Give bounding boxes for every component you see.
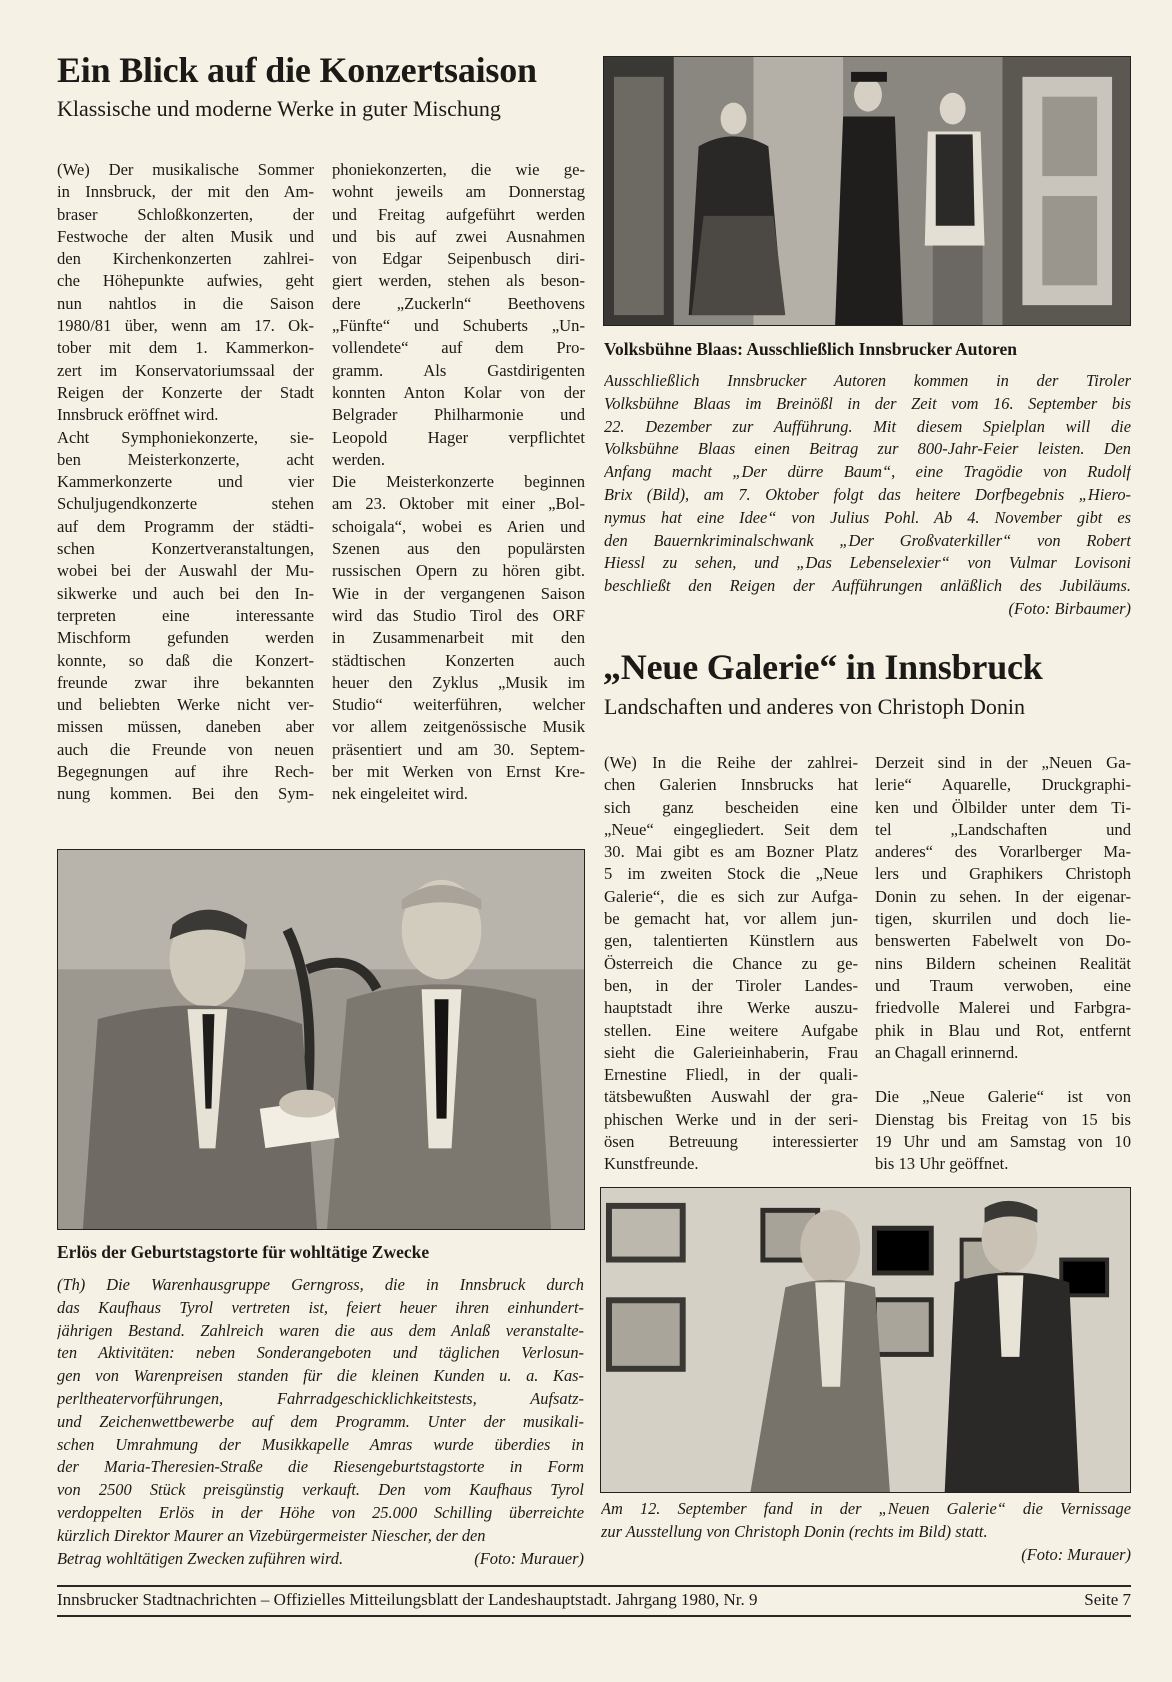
text-line: Ausschließlich Innsbrucker Autoren kommen in der Tiroler xyxy=(604,371,1131,390)
text-line: 22. Dezember zur Aufführung. Mit diesem Spielplan will die xyxy=(604,416,1131,436)
text-line: heuer den Zyklus „Musik im xyxy=(332,672,585,692)
text-line: missen müssen, daneben aber xyxy=(57,717,314,737)
paragraph xyxy=(57,159,314,427)
text-line: che Höhepunkte aufwies, geht xyxy=(57,271,314,291)
text-line: Am 12. September fand in der „Neuen Galerie“ die Vernissage xyxy=(601,1499,1131,1518)
article-headline-neue-galerie: „Neue Galerie“ in Innsbruck xyxy=(603,647,1043,687)
text-line: der Maria-Theresien-Straße die Riesengeburtstagstorte in Form xyxy=(57,1457,584,1477)
text-line: in Innsbruck, der mit den Am- xyxy=(57,182,314,202)
text-line: Innsbruck eröffnet wird. xyxy=(57,405,219,425)
text-line: dere „Zuckerln“ Beethovens xyxy=(332,293,585,313)
article-column-konzert-1 xyxy=(57,159,314,806)
text-line: (Th) Die Warenhausgruppe Gerngross, die in Innsbruck durch xyxy=(57,1275,584,1294)
text-line: Reigen der Konzerte der Stadt xyxy=(57,382,314,402)
text-line: schoigala“, wobei es Arien und xyxy=(332,516,585,536)
text-line: Belgrader Philharmonie und xyxy=(332,405,585,425)
text-line: nymus hat eine Idee“ von Julius Pohl. Ab 4. November gibt es xyxy=(604,507,1131,527)
text-line: und Traum verwoben, eine xyxy=(875,975,1131,995)
text-line: vor allem zeitgenössische Musik xyxy=(332,717,585,737)
text-line: auch die Freunde von neuen xyxy=(57,739,314,759)
text-line: jährigen Bestand. Zahlreich waren die aus dem Anlaß veranstalte- xyxy=(57,1320,584,1340)
text-line: das Kaufhaus Tyrol vertreten ist, feiert heuer ihren einhundert- xyxy=(57,1297,584,1317)
photo-volksbuehne-stage xyxy=(603,56,1131,326)
text-line: wohnt jeweils am Donnerstag xyxy=(332,182,585,202)
footer-publication: Innsbrucker Stadtnachrichten – Offizielles Mitteilungsblatt der Landeshauptstadt. Jahrgang 1980, Nr. 9 xyxy=(57,1590,758,1609)
text-line: und Freitag aufgeführt werden xyxy=(332,204,585,224)
text-line: beschließt den Reigen der Aufführungen anläßlich des Jubiläums. xyxy=(604,576,1131,596)
photo-check-handover xyxy=(57,849,585,1230)
caption-text-vernissage xyxy=(601,1498,1131,1544)
article-subheadline-neue-galerie: Landschaften und anderes von Christoph Donin xyxy=(604,694,1025,719)
text-line: hauptstadt ihre Werke auszu- xyxy=(604,998,858,1018)
text-line: sieht die Galerieinhaberin, Frau xyxy=(604,1042,858,1062)
caption-text-erloes-end: Betrag wohltätigen Zwecken zuführen wird. xyxy=(57,1549,344,1568)
text-line: Donin zu sehen. In der eigenar- xyxy=(875,886,1131,906)
text-line: ösen Betreuung interessierter xyxy=(604,1132,858,1152)
text-line: „Neue“ eingegliedert. Seit dem xyxy=(604,819,858,839)
text-line: ber mit Werken von Ernst Kre- xyxy=(332,762,585,782)
text-line: Dienstag bis Freitag von 15 bis xyxy=(875,1109,1131,1129)
text-line: lerie“ Aquarelle, Druckgraphi- xyxy=(875,775,1131,795)
text-line: städtischen Konzerten auch xyxy=(332,650,585,670)
text-line: sikwerke und auch bei den In- xyxy=(57,583,314,603)
text-line: 1980/81 über, wenn am 17. Ok- xyxy=(57,316,314,336)
text-line: ten Aktivitäten: neben Sonderangeboten und täglichen Verlosun- xyxy=(57,1343,584,1363)
caption-last-line-erloes xyxy=(57,1548,584,1571)
text-line: stellen. Eine weitere Aufgabe xyxy=(604,1020,858,1040)
text-line: Hiessl zu sehen, und „Das Lebenselexier“ von Vulmar Lovisoni xyxy=(604,553,1131,573)
text-line: anderes“ des Vorarlberger Ma- xyxy=(875,842,1131,862)
text-line: freunde zwar ihre bekannten xyxy=(57,672,314,692)
text-line: Anfang macht „Der dürre Baum“, eine Tragödie von Rudolf xyxy=(604,462,1131,482)
text-line: ken und Ölbilder unter dem Ti- xyxy=(875,797,1131,817)
text-line: 5 im zweiten Stock die „Neue xyxy=(604,864,858,884)
footer-rule-bottom xyxy=(57,1615,1131,1617)
text-line: kürzlich Direktor Maurer an Vizebürgermeister Niescher, der den xyxy=(57,1525,486,1545)
text-line: terpreten eine interessante xyxy=(57,605,314,625)
text-line: den Kirchenkonzerten zahlrei- xyxy=(57,249,314,269)
text-line: tel „Landschaften und xyxy=(875,819,1131,839)
photo-vernissage xyxy=(600,1187,1131,1493)
text-line: gen von Warenpreisen standen für die kleinen Kunden u. a. Kas- xyxy=(57,1366,584,1386)
paragraph xyxy=(57,1274,584,1548)
footer-page-number: Seite 7 xyxy=(1084,1590,1131,1609)
article-headline-konzertsaison: Ein Blick auf die Konzertsaison xyxy=(57,50,537,90)
text-line: Festwoche der alten Musik und xyxy=(57,226,314,246)
caption-title-erloes: Erlös der Geburtstagstorte für wohltätige Zwecke xyxy=(57,1242,430,1262)
text-line: nung kommen. Bei den Sym- xyxy=(57,784,314,804)
text-line: vollendete“ auf dem Pro- xyxy=(332,338,585,358)
text-line: nek eingeleitet wird. xyxy=(332,784,468,804)
caption-text-volksbuehne xyxy=(604,370,1131,598)
text-line: an Chagall erinnernd. xyxy=(875,1042,1019,1062)
paragraph xyxy=(604,752,858,1176)
caption-title-volksbuehne: Volksbühne Blaas: Ausschließlich Innsbrucker Autoren xyxy=(604,339,1018,359)
text-line: „Fünfte“ und Schuberts „Un- xyxy=(332,316,585,336)
text-line: wobei bei der Auswahl der Mu- xyxy=(57,561,314,581)
text-line: Galerie“, die es sich zur Aufga- xyxy=(604,886,858,906)
text-line: Kunstfreunde. xyxy=(604,1154,699,1174)
text-line: zert im Konservatoriumssaal der xyxy=(57,360,314,380)
paragraph xyxy=(875,1086,1131,1175)
text-line: präsentiert und am 30. Septem- xyxy=(332,739,585,759)
text-line: Kammerkonzerte und vier xyxy=(57,472,314,492)
text-line: (We) In die Reihe der zahlrei- xyxy=(604,753,858,772)
photo-credit-erloes: (Foto: Murauer) xyxy=(474,1549,584,1568)
text-line: Die „Neue Galerie“ ist von xyxy=(875,1087,1131,1107)
text-line: giert werden, stehen als beson- xyxy=(332,271,585,291)
text-line: gen, talentierten Künstlern aus xyxy=(604,931,858,951)
text-line: auf dem Programm der städti- xyxy=(57,516,314,536)
text-line: verdoppelten Erlös in der Höhe von 25.000 Schilling überreichte xyxy=(57,1502,584,1522)
text-line: 30. Mai gibt es am Bozner Platz xyxy=(604,842,858,862)
footer-rule-top xyxy=(57,1585,1131,1587)
text-line: russischen Opern zu hören gibt. xyxy=(332,561,585,581)
text-line: konnten Anton Kolar von der xyxy=(332,382,585,402)
text-line: benswerten Fabelwelt von Do- xyxy=(875,931,1131,951)
paragraph xyxy=(875,752,1131,1064)
text-line: und Zeichenwettbewerbe auf dem Programm. Unter der musikali- xyxy=(57,1411,584,1431)
text-line: konnte, so daß die Konzert- xyxy=(57,650,314,670)
text-line: (We) Der musikalische Sommer xyxy=(57,160,314,179)
text-line: Ernestine Fliedl, in der quali- xyxy=(604,1065,858,1085)
text-line: Die Meisterkonzerte beginnen xyxy=(332,472,585,492)
text-line: 19 Uhr und am Samstag von 10 xyxy=(875,1132,1131,1152)
text-line: Leopold Hager verpflichtet xyxy=(332,427,585,447)
text-line: Studio“ weiterführen, welcher xyxy=(332,695,585,715)
photo-credit-volksbuehne: (Foto: Birbaumer) xyxy=(1008,599,1131,618)
text-line: phischen Werke und in der seri- xyxy=(604,1109,858,1129)
text-line: nins Bildern scheinen Realität xyxy=(875,953,1131,973)
text-line: von 2500 Stück preisgünstig verkauft. Den vom Kaufhaus Tyrol xyxy=(57,1480,584,1500)
text-line: gramm. Als Gastdirigenten xyxy=(332,360,585,380)
paragraph xyxy=(601,1498,1131,1544)
text-line: perltheatervorführungen, Fahrradgeschicklichkeitstests, Aufsatz- xyxy=(57,1388,584,1408)
paragraph xyxy=(57,427,314,806)
text-line: nun nahtlos in die Saison xyxy=(57,293,314,313)
text-line: tigen, skurrilen und doch lie- xyxy=(875,909,1131,929)
text-line: lers und Graphikers Christoph xyxy=(875,864,1131,884)
text-line: Wie in der vergangenen Saison xyxy=(332,583,585,603)
text-line: braser Schloßkonzerten, der xyxy=(57,204,314,224)
caption-text-erloes xyxy=(57,1274,584,1548)
text-line: zur Ausstellung von Christoph Donin (rechts im Bild) statt. xyxy=(601,1521,988,1541)
text-line: Acht Symphoniekonzerte, sie- xyxy=(57,427,314,447)
text-line: friedvolle Malerei und Farbgra- xyxy=(875,998,1131,1018)
text-line: Begegnungen auf ihre Rech- xyxy=(57,762,314,782)
text-line: ben, in der Tiroler Landes- xyxy=(604,975,858,995)
text-line: und bis auf zwei Ausnahmen xyxy=(332,226,585,246)
text-line: ben Meisterkonzerte, acht xyxy=(57,449,314,469)
text-line: in Zusammenarbeit mit den xyxy=(332,628,585,648)
text-line: Mischform gefunden werden xyxy=(57,628,314,648)
text-line: Brix (Bild), am 7. Oktober folgt das heitere Dorfbegebnis „Hiero- xyxy=(604,484,1131,504)
text-line: Volksbühne Blaas einen Beitrag zur 800-Jahr-Feier leisten. Den xyxy=(604,439,1131,459)
text-line: phoniekonzerten, die wie ge- xyxy=(332,160,585,179)
text-line: wird das Studio Tirol des ORF xyxy=(332,605,585,625)
text-line: von Edgar Seipenbusch diri- xyxy=(332,249,585,269)
text-line: am 23. Oktober mit einer „Bol- xyxy=(332,494,585,514)
text-line: sich ganz bescheiden eine xyxy=(604,797,858,817)
article-column-galerie-1 xyxy=(604,752,858,1176)
text-line: schen Konzertveranstaltungen, xyxy=(57,539,314,559)
article-column-konzert-2 xyxy=(332,159,585,806)
text-line: Schuljugendkonzerte stehen xyxy=(57,494,314,514)
article-subheadline-konzertsaison: Klassische und moderne Werke in guter Mischung xyxy=(57,96,501,121)
text-line: be gemacht hat, vor allem jun- xyxy=(604,909,858,929)
article-column-galerie-2 xyxy=(875,752,1131,1176)
text-line: werden. xyxy=(332,449,385,469)
text-line: Volksbühne Blaas im Breinößl in der Zeit vom 16. September bis xyxy=(604,393,1131,413)
text-line: schen Umrahmung der Musikkapelle Amras wurde überdies in xyxy=(57,1434,584,1454)
text-line: tober mit dem 1. Kammerkon- xyxy=(57,338,314,358)
text-line: Szenen aus den populärsten xyxy=(332,539,585,559)
text-line: und beliebten Werke nicht ver- xyxy=(57,695,314,715)
paragraph xyxy=(332,471,585,805)
text-line: tätsbewußten Auswahl der gra- xyxy=(604,1087,858,1107)
text-line: Österreich die Chance zu ge- xyxy=(604,953,858,973)
text-line: den Bauernkriminalschwank „Der Großvaterkiller“ von Robert xyxy=(604,530,1131,550)
photo-credit-vernissage: (Foto: Murauer) xyxy=(1021,1545,1131,1564)
paragraph xyxy=(332,159,585,471)
text-line: bis 13 Uhr geöffnet. xyxy=(875,1154,1009,1174)
paragraph xyxy=(604,370,1131,598)
text-line: Derzeit sind in der „Neuen Ga- xyxy=(875,753,1131,772)
text-line: chen Galerien Innsbrucks hat xyxy=(604,775,858,795)
text-line: phik in Blau und Rot, entfernt xyxy=(875,1020,1131,1040)
